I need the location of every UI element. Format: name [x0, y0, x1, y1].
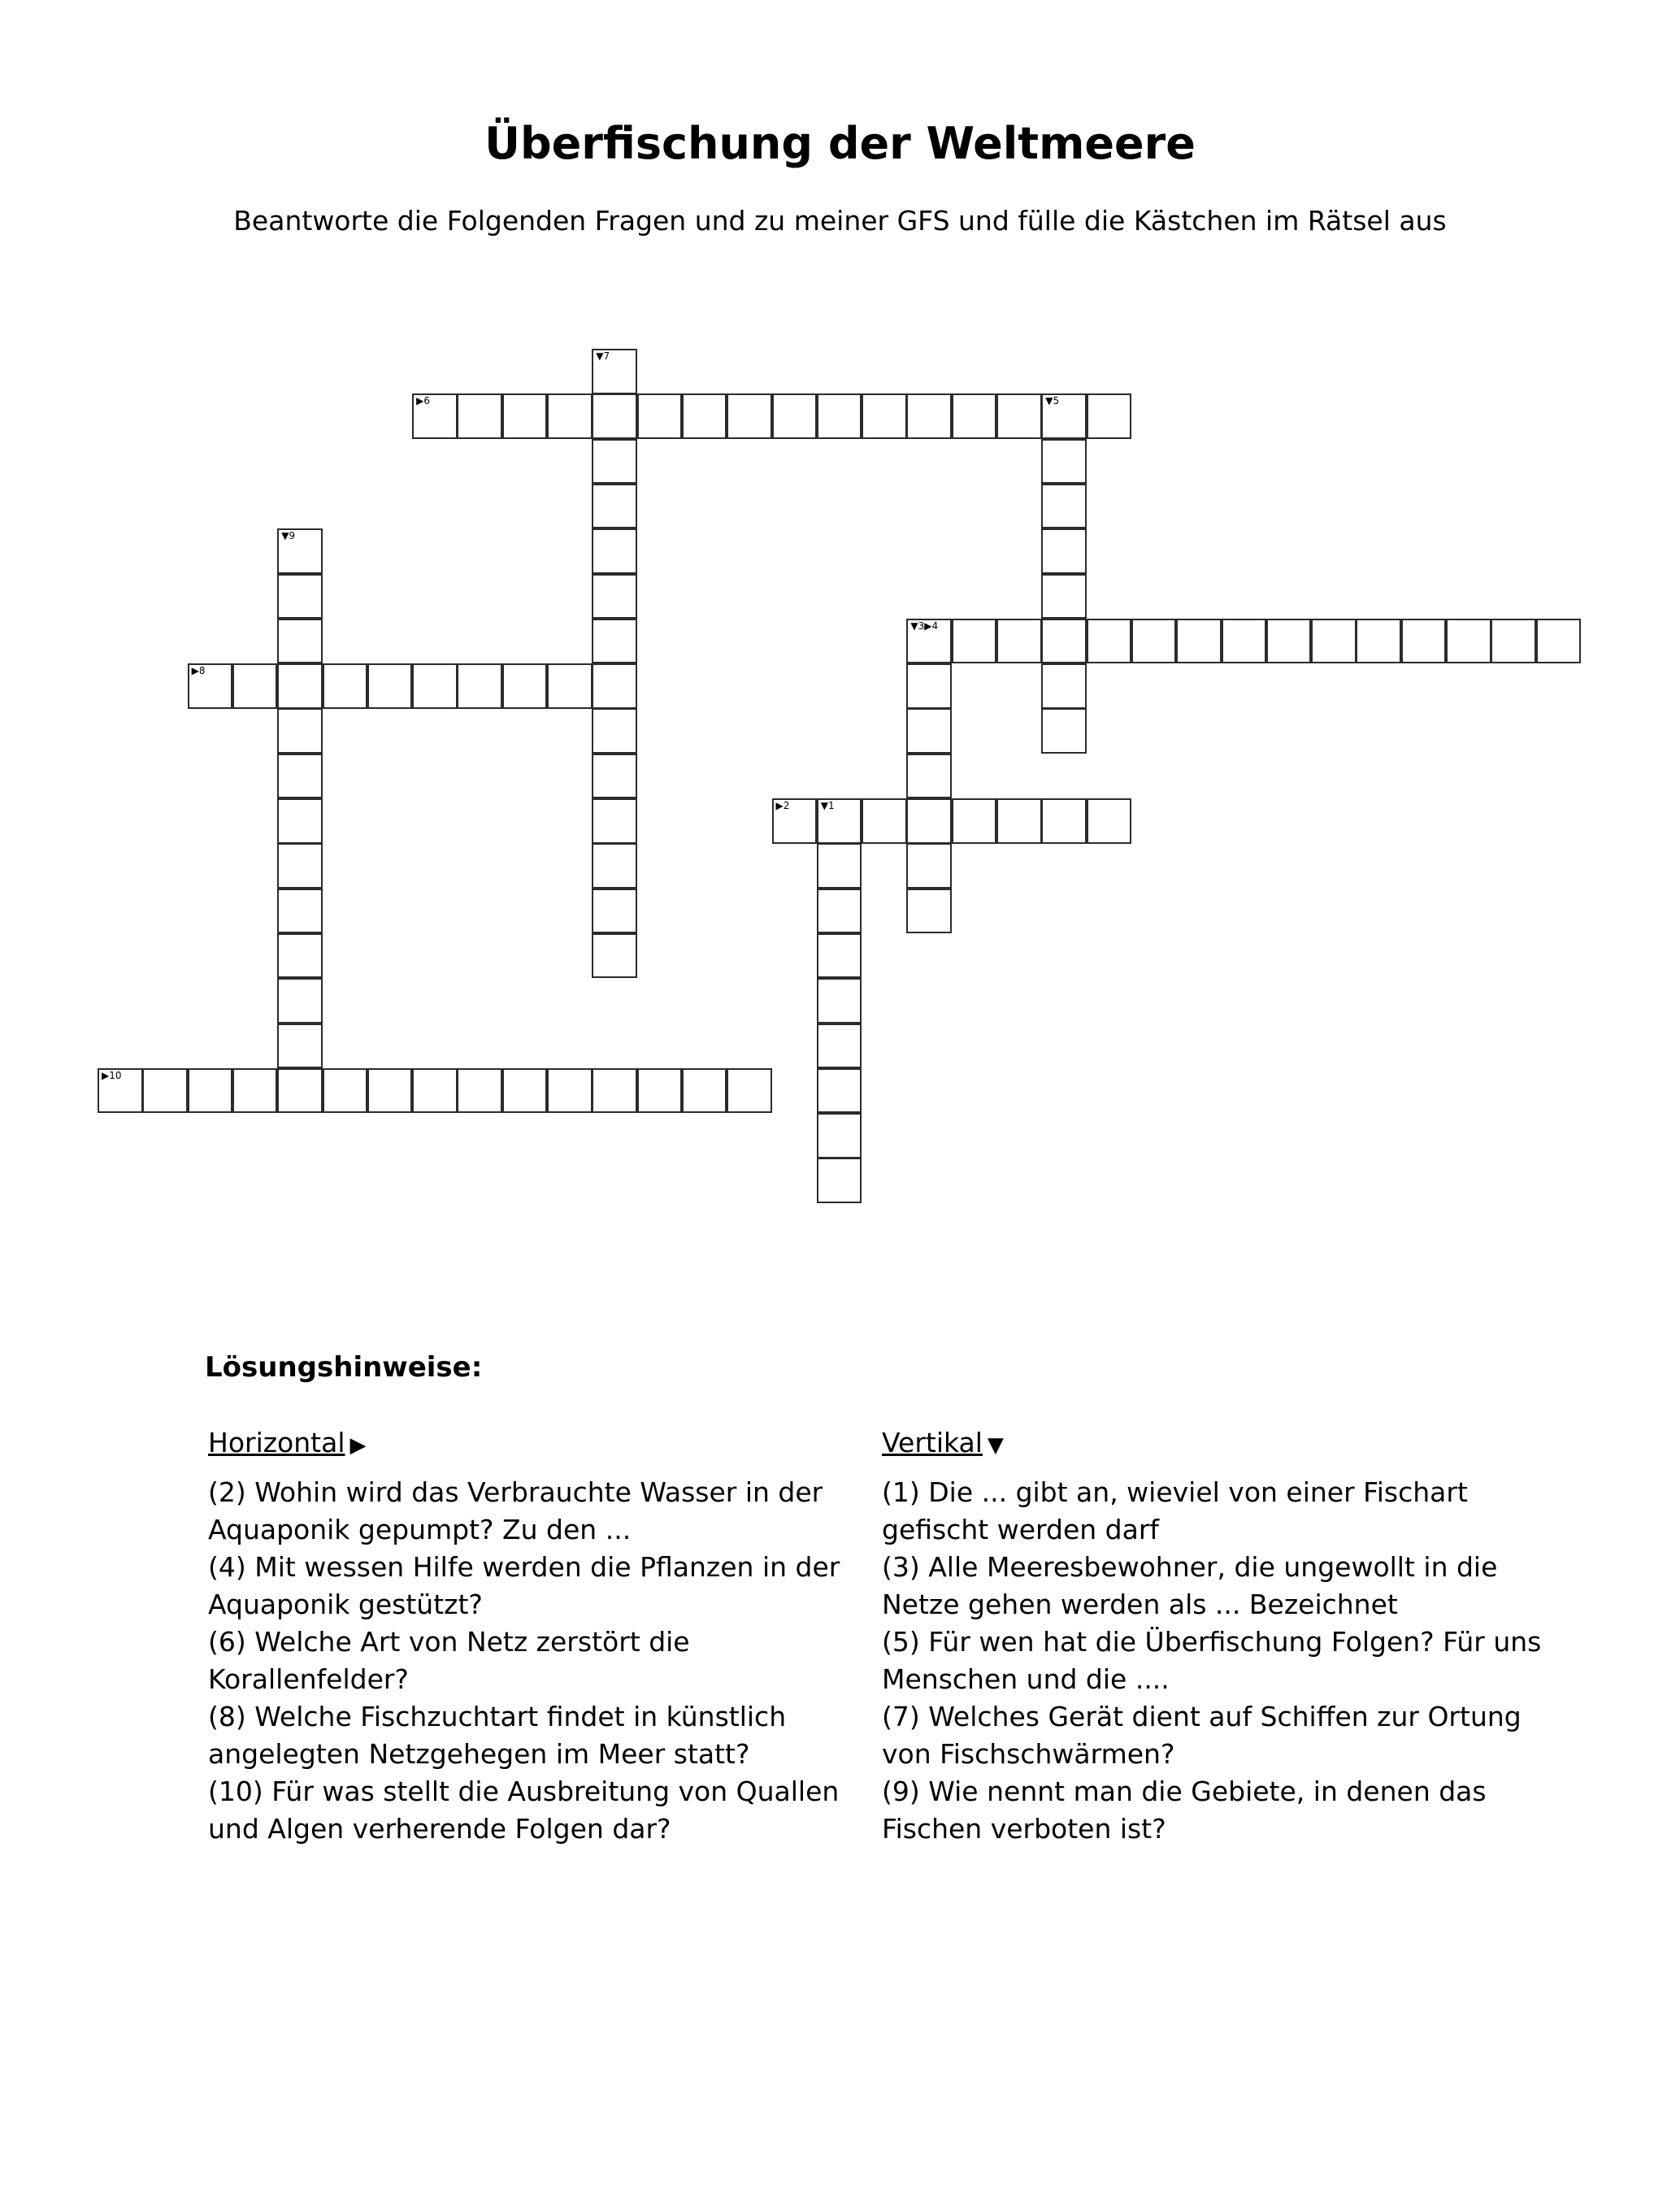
crossword-cell[interactable]: [1041, 663, 1087, 709]
crossword-cell[interactable]: [682, 393, 727, 439]
cell-number-label: ▶2: [775, 800, 790, 811]
crossword-cell[interactable]: [277, 843, 323, 889]
crossword-cell[interactable]: [592, 798, 637, 844]
crossword-cell[interactable]: [772, 798, 818, 844]
crossword-cell[interactable]: [1041, 708, 1087, 754]
crossword-cell[interactable]: [277, 1068, 323, 1114]
crossword-cell[interactable]: [637, 1068, 683, 1114]
crossword-cell[interactable]: [817, 978, 862, 1024]
crossword-cell[interactable]: [1041, 619, 1087, 664]
crossword-cell[interactable]: [592, 933, 637, 979]
cell-number-label: ▼5: [1045, 395, 1060, 407]
crossword-cell[interactable]: [547, 393, 593, 439]
clue-vertical-5: (5) Für wen hat die Überfischung Folgen? Für uns Menschen und die ....: [882, 1626, 1542, 1695]
crossword-cell[interactable]: [906, 798, 952, 844]
crossword-cell[interactable]: [367, 1068, 413, 1114]
crossword-cell[interactable]: [1041, 528, 1087, 574]
crossword-cell[interactable]: [277, 933, 323, 979]
crossword-cell[interactable]: [772, 393, 818, 439]
crossword-cell[interactable]: [637, 393, 683, 439]
clue-vertical-3: (3) Alle Meeresbewohner, die ungewollt in die Netze gehen werden als ... Bezeichnet: [882, 1551, 1498, 1620]
crossword-cell[interactable]: [232, 663, 278, 709]
crossword-cell[interactable]: [817, 1024, 862, 1069]
vertical-clues: [882, 1424, 1556, 1848]
crossword-cell[interactable]: [1041, 439, 1087, 485]
crossword-cell[interactable]: [277, 754, 323, 799]
crossword-cell[interactable]: [906, 843, 952, 889]
vertical-heading: [882, 1424, 1556, 1464]
clue-horizontal-10: (10) Für was stellt die Ausbreitung von Quallen und Algen verherende Folgen dar?: [208, 1776, 840, 1845]
clue-horizontal-4: (4) Mit wessen Hilfe werden die Pflanzen in der Aquaponik gestützt?: [208, 1551, 840, 1620]
crossword-cell[interactable]: [592, 349, 637, 394]
crossword-cell[interactable]: [906, 708, 952, 754]
crossword-cell[interactable]: [952, 619, 997, 664]
cell-number-label: ▶8: [191, 665, 206, 677]
crossword-cell[interactable]: [232, 1068, 278, 1114]
crossword-cell[interactable]: [323, 663, 368, 709]
cell-number-label: ▶10: [102, 1069, 122, 1081]
crossword-cell[interactable]: [142, 1068, 188, 1114]
crossword-cell[interactable]: [457, 393, 502, 439]
crossword-cell[interactable]: [1176, 619, 1222, 664]
cell-number-label: ▼9: [281, 530, 296, 542]
crossword-cell[interactable]: [996, 619, 1042, 664]
crossword-cell[interactable]: [1131, 619, 1177, 664]
crossword-cell[interactable]: [996, 393, 1042, 439]
crossword-cell[interactable]: [906, 889, 952, 934]
crossword-cell[interactable]: [367, 663, 413, 709]
clue-vertical-9: (9) Wie nennt man die Gebiete, in denen das Fischen verboten ist?: [882, 1776, 1487, 1845]
crossword-cell[interactable]: [188, 1068, 233, 1114]
clue-vertical-7: (7) Welches Gerät dient auf Schiffen zur Ortung von Fischschwärmen?: [882, 1701, 1522, 1770]
crossword-cell[interactable]: [277, 528, 323, 574]
crossword-cell[interactable]: [277, 889, 323, 934]
crossword-cell[interactable]: [817, 798, 862, 844]
crossword-cell[interactable]: [502, 393, 548, 439]
crossword-cell[interactable]: [277, 619, 323, 664]
down-arrow-icon: ▼: [987, 1433, 1004, 1458]
crossword-cell[interactable]: [457, 663, 502, 709]
crossword-cell[interactable]: [1491, 619, 1536, 664]
cell-number-label: ▶6: [416, 395, 430, 407]
crossword-cell[interactable]: [592, 439, 637, 485]
crossword-cell[interactable]: [906, 754, 952, 799]
crossword-cell[interactable]: [412, 393, 458, 439]
crossword-cell[interactable]: [457, 1068, 502, 1114]
cell-number-label: ▼1: [820, 800, 835, 811]
crossword-cell[interactable]: [1087, 798, 1132, 844]
crossword-cell[interactable]: [906, 619, 952, 664]
page-title: Überfischung der Weltmeere: [484, 118, 1196, 169]
crossword-cell[interactable]: [188, 663, 233, 709]
crossword-cell[interactable]: [1536, 619, 1582, 664]
crossword-cell[interactable]: [1041, 574, 1087, 619]
crossword-cell[interactable]: [906, 393, 952, 439]
crossword-cell[interactable]: [1446, 619, 1491, 664]
horizontal-clues: [208, 1424, 883, 1848]
crossword-cell[interactable]: [277, 708, 323, 754]
crossword-cell[interactable]: [1356, 619, 1401, 664]
crossword-cell[interactable]: [592, 1068, 637, 1114]
crossword-cell[interactable]: [996, 798, 1042, 844]
crossword-cell[interactable]: [98, 1068, 143, 1114]
crossword-cell[interactable]: [277, 978, 323, 1024]
crossword-cell[interactable]: [592, 663, 637, 709]
crossword-cell[interactable]: [277, 663, 323, 709]
crossword-cell[interactable]: [592, 528, 637, 574]
crossword-cell[interactable]: [547, 663, 593, 709]
crossword-cell[interactable]: [817, 1158, 862, 1203]
clue-horizontal-8: (8) Welche Fischzuchtart findet in künstlich angelegten Netzgehegen im Meer statt?: [208, 1701, 787, 1770]
crossword-cell[interactable]: [502, 1068, 548, 1114]
page-subtitle: Beantworte die Folgenden Fragen und zu meiner GFS und fülle die Kästchen im Rätsel aus: [233, 205, 1447, 237]
hints-heading: Lösungshinweise:: [205, 1351, 483, 1384]
crossword-cell[interactable]: [592, 393, 637, 439]
crossword-cell[interactable]: [817, 843, 862, 889]
crossword-cell[interactable]: [906, 663, 952, 709]
crossword-cell[interactable]: [412, 663, 458, 709]
clue-vertical-1: (1) Die ... gibt an, wieviel von einer Fischart gefischt werden darf: [882, 1476, 1468, 1545]
crossword-cell[interactable]: [547, 1068, 593, 1114]
crossword-cell[interactable]: [592, 843, 637, 889]
crossword-cell[interactable]: [412, 1068, 458, 1114]
crossword-cell[interactable]: [592, 619, 637, 664]
crossword-cell[interactable]: [727, 393, 772, 439]
crossword-cell[interactable]: [817, 1113, 862, 1158]
horizontal-heading: [208, 1424, 883, 1464]
crossword-cell[interactable]: [1087, 393, 1132, 439]
crossword-cell[interactable]: [817, 393, 862, 439]
horizontal-heading-label: Horizontal: [208, 1427, 345, 1458]
crossword-cell[interactable]: [682, 1068, 727, 1114]
crossword-cell[interactable]: [592, 754, 637, 799]
cell-number-label: ▼3▶4: [910, 619, 939, 632]
cell-number-label: ▼7: [596, 350, 610, 362]
crossword-cell[interactable]: [1401, 619, 1447, 664]
crossword-cell[interactable]: [277, 574, 323, 619]
crossword-cell[interactable]: [1041, 393, 1087, 439]
crossword-cell[interactable]: [1041, 798, 1087, 844]
crossword-cell[interactable]: [727, 1068, 772, 1114]
vertical-heading-label: Vertikal: [882, 1427, 983, 1458]
crossword-cell[interactable]: [592, 708, 637, 754]
right-arrow-icon: ▶: [349, 1433, 367, 1458]
crossword-cell[interactable]: [817, 889, 862, 934]
crossword-cell[interactable]: [952, 798, 997, 844]
crossword-cell[interactable]: [862, 798, 907, 844]
crossword-cell[interactable]: [592, 574, 637, 619]
crossword-cell[interactable]: [1222, 619, 1267, 664]
crossword-cell[interactable]: [277, 1024, 323, 1069]
crossword-cell[interactable]: [502, 663, 548, 709]
crossword-cell[interactable]: [1266, 619, 1312, 664]
crossword-cell[interactable]: [1041, 484, 1087, 529]
clue-horizontal-2: (2) Wohin wird das Verbrauchte Wasser in der Aquaponik gepumpt? Zu den ...: [208, 1476, 823, 1545]
crossword-cell[interactable]: [592, 889, 637, 934]
crossword-cell[interactable]: [323, 1068, 368, 1114]
crossword-cell[interactable]: [277, 798, 323, 844]
crossword-cell[interactable]: [1087, 619, 1132, 664]
crossword-cell[interactable]: [952, 393, 997, 439]
crossword-cell[interactable]: [817, 933, 862, 979]
crossword-cell[interactable]: [817, 1068, 862, 1114]
crossword-cell[interactable]: [592, 484, 637, 529]
crossword-cell[interactable]: [1311, 619, 1357, 664]
clue-horizontal-6: (6) Welche Art von Netz zerstört die Korallenfelder?: [208, 1626, 690, 1695]
crossword-cell[interactable]: [862, 393, 907, 439]
